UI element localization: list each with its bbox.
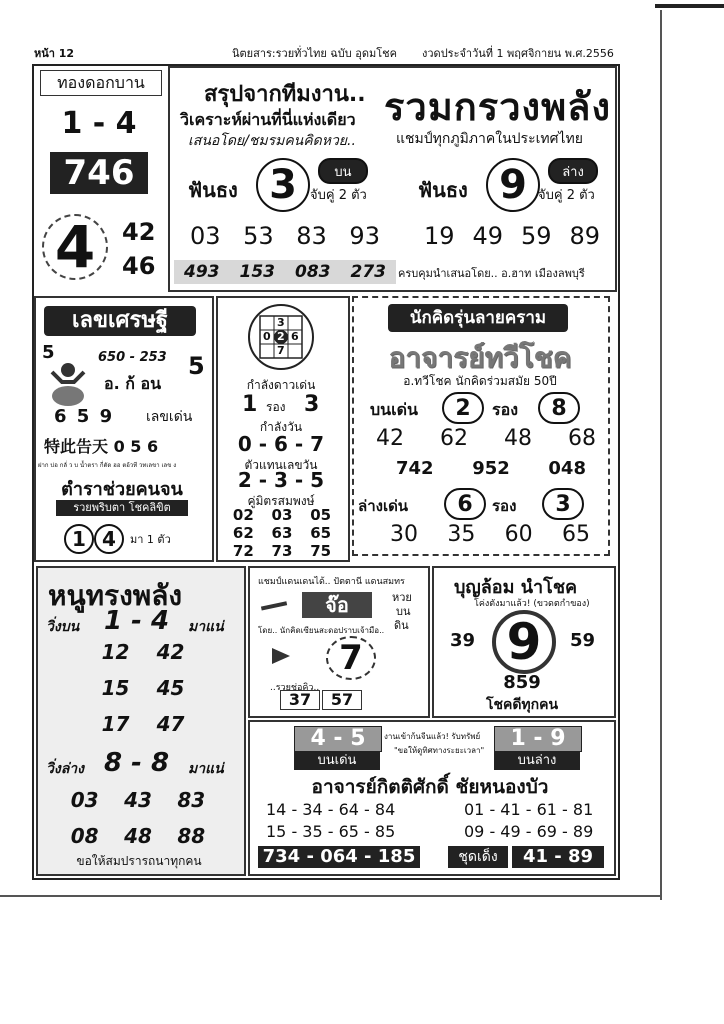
figure-illustration [46,360,90,408]
lek-den-label: เลขเด่น [146,409,193,425]
final-row [58,824,218,848]
num-left: 83 [296,222,327,250]
khu-mit-label: คู่มิตรสมพงษ์ [247,494,315,508]
lang-pair: 8 - 8 [104,748,170,778]
bun-lom-sub: โค่งตังมาแล้ว! (ขวดตกำของ) [474,599,590,609]
tamra-digit-2: 4 [94,524,124,554]
grid-cell: 6 [291,330,299,343]
bun-lom-title: บุญล้อม นำโชค [454,577,578,598]
kamlang-wan-label: กำลังวัน [259,420,303,434]
three-num: 952 [472,458,510,479]
champ-ruay-caption: ..รวยช่อคิว.. [270,683,320,693]
nums-right-row [424,222,600,250]
grid-cell: 2 [277,330,285,343]
issue-date: งวดประจำวันที่ 1 พฤศจิกายน พ.ศ.2556 [422,47,614,60]
lang-den-label: ล่างเด่น [358,497,409,515]
presented-by: เสนอโดย/ชมรมคนคิดหวย.. [188,133,356,149]
three-digit-strip [174,260,396,284]
kitti-row2-left: 15 - 35 - 65 - 85 [266,822,396,841]
bon-label: วิ่งบน [46,619,80,635]
bon-num: 62 [440,426,468,451]
page-edge-mark [655,4,724,8]
achan-kitti-panel [248,720,616,876]
arrow-left-icon [259,591,287,610]
bon-den-digit: 2 [442,392,484,424]
kitti-three-set: 734 - 064 - 185 [258,846,420,868]
three-num: 048 [548,458,586,479]
kitti-set-label: ชุดเด็ง [448,846,508,868]
num-left: 53 [243,222,274,250]
kitti-set-value: 41 - 89 [512,846,604,868]
kitti-note-2: "ขอให้ดูทิศทางระยะเวลา" [394,746,485,755]
bun-lom-panel [432,566,616,718]
final-num: 83 [177,788,206,812]
champ-huay: หวย [392,591,412,604]
num-left: 93 [349,222,380,250]
three-digit: 493 [184,262,220,282]
tong-dok-ban-panel [36,68,166,288]
nu-song-footer: ขอให้สมปรารถนาทุกคน [76,854,202,868]
dao-den-label: กำลังดาวเด่น [246,378,316,392]
three-digit: 083 [295,262,331,282]
lang-num: 65 [561,522,590,547]
khu-mit-num: 05 [310,506,332,524]
tong-dok-ban-sub-a: 42 [122,218,156,246]
pair-num: 12 [101,640,130,664]
small-print: ฝาก บ่อ กลั่ ว บ น้ำตรา กี่ตัด ฮอ ตอ้วที วทเลขา เลข ง [38,462,177,469]
lang-rong-label: รอง [492,497,517,515]
bun-lom-digit: 9 [492,610,556,674]
num-left: 03 [190,222,221,250]
pair-row [88,640,198,664]
bon-num: 48 [504,426,532,451]
page-number: หน้า 12 [34,47,75,60]
khu-mit-num: 72 [232,542,254,560]
kitti-row1-right: 01 - 41 - 61 - 81 [464,800,594,819]
three-nums-row [396,458,586,479]
nums-left-row [190,222,380,250]
pair-caption-bottom: จับคู่ 2 ตัว [538,188,595,203]
page-bottom-line [0,895,662,897]
bon-den-label: บนเด่น [370,400,418,419]
lang-nums-row [390,522,590,547]
page-edge-line [660,10,662,900]
kitti-note-1: งานเข้าก้นจีนแล้ว! รับทรัพย์ [384,732,481,741]
kitti-pair-bon: 4 - 5 [294,726,382,752]
kamlang-dao-panel [216,296,350,562]
badge-bottom: ล่าง [548,158,598,184]
bun-lom-left: 39 [450,630,476,651]
ruam-krong-palang-panel [168,66,617,292]
tamra-digit-1: 1 [64,524,94,554]
nu-song-palang-title: หนูทรงพลัง [48,579,183,612]
champ-by-line: โดย.. นักคิดเซียนสะดอปราบเจ้ามือ.. [258,626,385,635]
lang-num: 35 [447,522,476,547]
tamra-caption: มา 1 ตัว [130,533,171,546]
final-num: 88 [177,824,206,848]
pair-row [88,712,198,736]
three-digit: 273 [350,262,386,282]
bon-rong-label: รอง [492,400,519,419]
tua-tan-value: 2 - 3 - 5 [237,468,325,492]
lek-setthi-teacher: อ. ก้ อน [104,374,162,393]
kitti-lang-label: บนล่าง [494,752,580,770]
badge-top: บน [318,158,368,184]
summary-title: สรุปจากทีมงาน.. [204,82,366,107]
tamra-sub: รวยพริบตา โชคลิขิต [56,500,188,516]
num-right: 89 [569,222,600,250]
lek-den-digits: 6 5 9 [54,406,115,427]
bun-lom-footer: โชคดีทุกคน [485,697,559,713]
bon-nums-row [376,426,596,451]
pair-num: 47 [156,712,185,736]
khu-mit-num: 73 [271,542,293,560]
tua-tan-label: ตัวแทนเลขวัน [244,458,318,472]
khu-mit-num: 75 [310,542,332,560]
tong-dok-ban-title: ทองดอกบาน [40,70,162,96]
champion-line: แชมป์ทุกภูมิภาคในประเทศไทย [396,131,583,147]
champ-daen-panel [248,566,430,718]
tong-dok-ban-main-digit: 4 [42,214,108,280]
khu-mit-num: 03 [271,506,293,524]
bon-pair: 1 - 4 [104,606,170,636]
khu-mit-row [224,542,340,560]
final-rows [58,788,218,848]
champ-bon: บน [396,605,411,618]
nu-song-palang-panel [36,566,246,876]
lek-setthi-number-1: 5 [42,342,55,363]
fan-digit-top: 3 [256,158,310,212]
kitti-row2-right: 09 - 49 - 69 - 89 [464,822,594,841]
pairs-block [88,640,198,736]
khu-mit-num: 65 [310,524,332,542]
num-right: 59 [520,222,552,250]
achan-thawi-banner: นักคิดรุ่นลายคราม [388,304,568,332]
num-right: 49 [472,222,504,250]
bon-suffix: มาแน่ [188,619,224,635]
bun-lom-three: 859 [503,672,541,693]
pair-num: 42 [156,640,185,664]
grid-cell: 0 [263,330,271,343]
ruam-krong-big-title: รวมกรวงพลัง [384,84,611,129]
pair-row [88,676,198,700]
dao-den-rong-label: รอง [266,400,286,414]
champ-top-line: แชมป์แดนเดนได้.. ปัตตานี แดนสมทร [258,577,405,587]
three-digit: 153 [239,262,275,282]
khu-mit-grid [224,506,340,560]
kitti-bon-label: บนเด่น [294,752,380,770]
achan-thawi-panel [352,296,612,558]
bon-rong-digit: 8 [538,392,580,424]
bon-num: 68 [568,426,596,451]
lang-den-digit: 6 [444,488,486,520]
kitti-row1-left: 14 - 34 - 64 - 84 [266,800,396,819]
summary-sub: วิเคราะห์ผ่านที่นี่แห่งเดียว [180,110,356,129]
pair-num: 45 [156,676,185,700]
credit-line: ครบคุมนำเสนอโดย.. อ.ฮาท เมืองลพบุรี [398,267,585,280]
lang-suffix: มาแน่ [188,761,224,777]
tong-dok-ban-pair: 1 - 4 [61,106,137,141]
achan-thawi-name: อาจารย์ทวีโชค [388,341,572,374]
khu-mit-num: 63 [271,524,293,542]
tong-dok-ban-sub-b: 46 [122,252,156,280]
champ-digit: 7 [326,636,376,680]
lek-setthi-panel [34,296,214,562]
tamra-title: ตำราช่วยคนจน [61,479,183,500]
khu-mit-num: 02 [232,506,254,524]
bon-num: 42 [376,426,404,451]
achan-thawi-sub: อ.ทวีโชค นักคิดร่วมสมัย 50ปี [403,374,557,388]
chinese-line: 特此告天 0 5 6 [44,437,159,456]
final-num: 08 [70,824,99,848]
arrow-right-icon [272,648,290,664]
lang-num: 60 [504,522,533,547]
fan-digit-bottom: 9 [486,158,540,212]
kitti-pair-lang: 1 - 9 [494,726,582,752]
lek-setthi-number-line: 650 - 253 [98,350,167,365]
fan-label-top: ฟันธง [188,178,238,202]
lang-rong-digit: 3 [542,488,584,520]
khu-mit-row [224,506,340,524]
bun-lom-right: 59 [570,630,596,651]
lek-setthi-title: เลขเศรษฐี [44,306,196,336]
kamlang-wan-value: 0 - 6 - 7 [237,432,325,456]
pair-num: 15 [101,676,130,700]
kitti-name: อาจารย์กิตติศักดิ์ ชัยหนองบัว [311,776,549,798]
final-num: 03 [70,788,99,812]
lang-label: วิ่งล่าง [46,761,84,777]
grid-cell: 7 [277,344,285,357]
star-grid [246,302,316,372]
final-num: 43 [124,788,152,812]
dao-den-rong: 3 [304,392,320,417]
fan-label-bottom: ฟันธง [418,178,468,202]
grid-cell: 3 [277,316,285,329]
magazine-name: นิตยสาร:รวยทั่วไทย ฉบับ อุดมโชค [232,47,397,60]
champ-logo: จ๊อ [302,592,372,618]
lek-setthi-number-2: 5 [188,352,205,380]
tong-dok-ban-three-digit: 746 [50,152,148,194]
final-row [58,788,218,812]
final-num: 48 [124,824,152,848]
champ-num-2: 57 [322,690,362,710]
lang-num: 30 [390,522,418,547]
khu-mit-row [224,524,340,542]
champ-num-1: 37 [280,690,320,710]
three-num: 742 [396,458,434,479]
pair-caption-top: จับคู่ 2 ตัว [310,188,367,203]
num-right: 19 [424,222,455,250]
champ-din: ดิน [394,619,409,632]
dao-den-main: 1 [242,392,258,417]
pair-num: 17 [101,712,130,736]
khu-mit-num: 62 [232,524,254,542]
